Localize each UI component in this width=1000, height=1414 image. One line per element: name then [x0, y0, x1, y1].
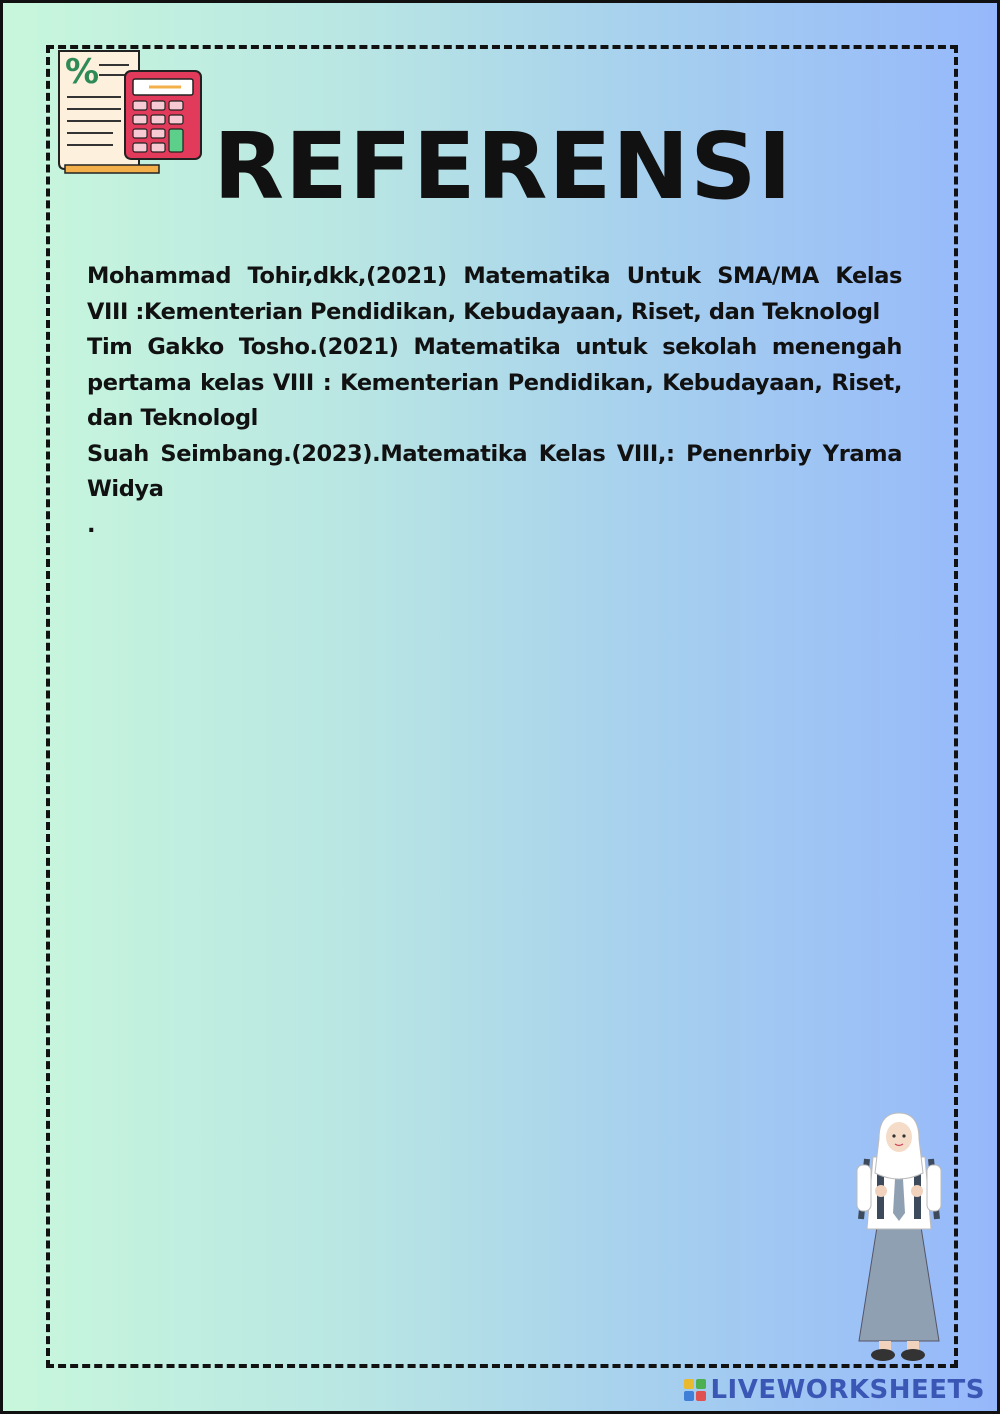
dashed-frame — [46, 45, 958, 1368]
svg-text:%: % — [65, 52, 100, 92]
reference-list — [87, 259, 902, 543]
reference-item: . — [87, 511, 96, 538]
reference-item: Suah Seimbang.(2023).Matematika Kelas VIII,: Penenrbiy Yrama Widya — [87, 440, 902, 502]
student-illustration — [849, 1109, 949, 1363]
liveworksheets-brand — [684, 1375, 985, 1405]
liveworksheets-logo-icon — [684, 1379, 706, 1401]
page-title: REFERENSI — [213, 113, 793, 220]
brand-name: LIVEWORKSHEETS — [710, 1375, 985, 1405]
reference-item: Tim Gakko Tosho.(2021) Matematika untuk sekolah menengah pertama kelas VIII : Kementerian Pendidikan, Kebudayaan, Riset, dan Teknologl — [87, 334, 902, 431]
reference-item: Mohammad Tohir,dkk,(2021) Matematika Untuk SMA/MA Kelas VIII :Kementerian Pendidikan, Kebudayaan, Riset, dan Teknologl — [87, 263, 902, 325]
